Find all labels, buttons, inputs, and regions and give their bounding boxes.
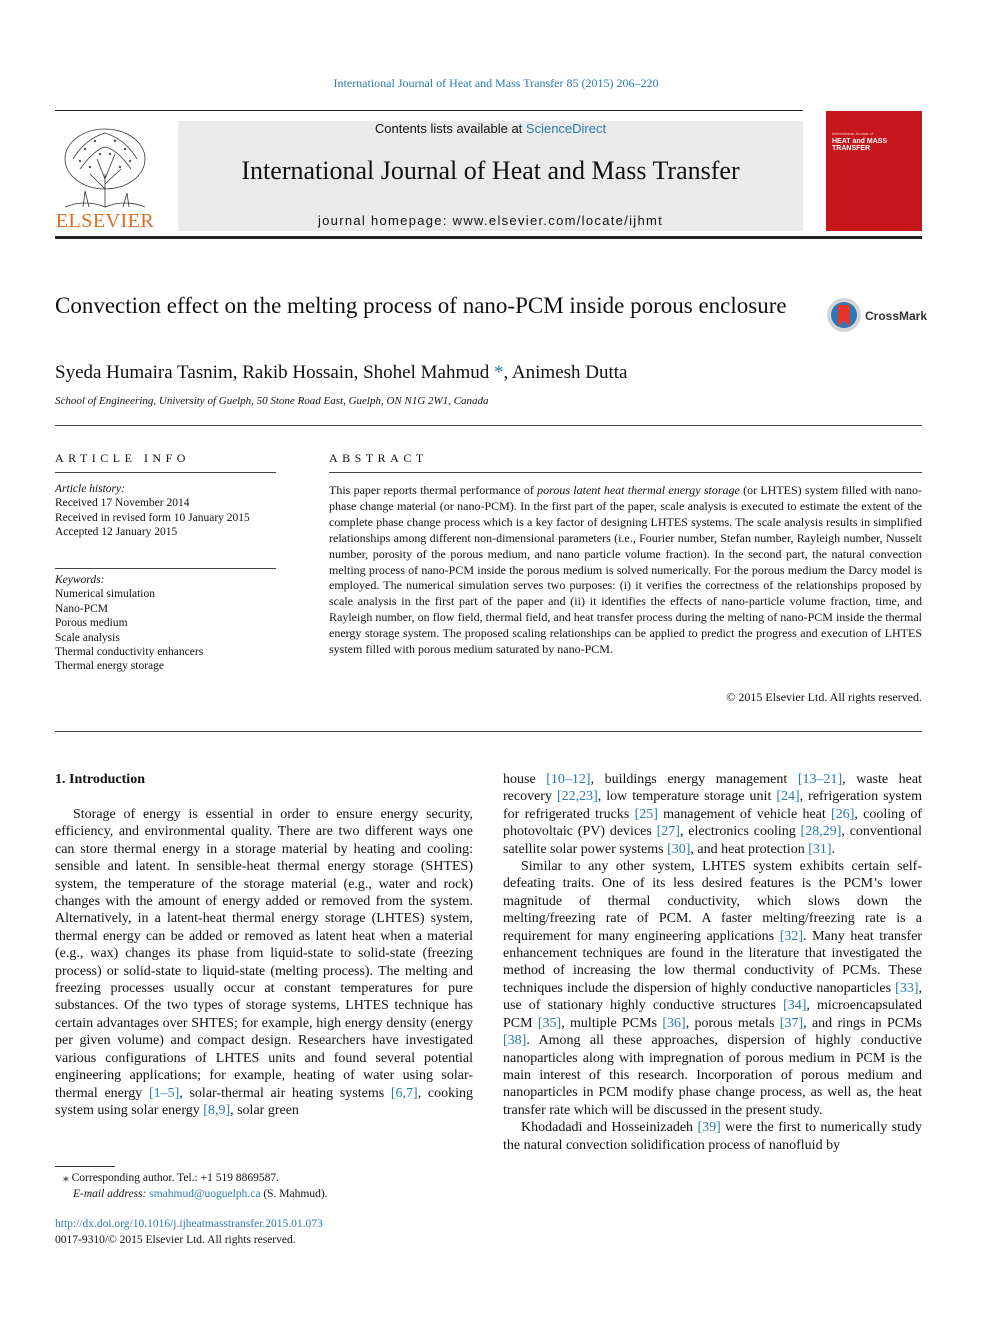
abstract-text <box>329 483 922 658</box>
citation-link[interactable]: [37] <box>779 1015 804 1031</box>
section-rule <box>55 425 922 426</box>
citation-link[interactable]: [34] <box>783 998 807 1014</box>
body-text: , solar-thermal air heating systems <box>179 1085 391 1101</box>
abstract-rule <box>329 472 922 473</box>
journal-homepage <box>178 213 803 228</box>
citation-link[interactable]: [22,23] <box>556 789 598 805</box>
citation-link[interactable]: [32] <box>779 928 804 944</box>
footnote-mark: ⁎ <box>63 1172 69 1184</box>
affiliation: School of Engineering, University of Guelph, 50 Stone Road East, Guelph, ON N1G 2W1, Canada <box>55 395 489 407</box>
citation-link[interactable]: [36] <box>662 1015 686 1031</box>
corresponding-text: Corresponding author. Tel.: +1 519 8869587. <box>68 1172 279 1184</box>
body-text: , electronics cooling <box>679 824 801 840</box>
corresponding-note <box>55 1170 475 1186</box>
keywords-block <box>55 573 285 674</box>
body-text: Similar to any other system, LHTES system exhibits certain self-defeating traits. One of its less desired features is the PCM’s lower magnitude of thermal conductivity, which slows down the melting/freezing rate of PCM. A faster melting/freezing rate is a requirement for many engineering applications <box>503 859 922 944</box>
citation-link[interactable]: [28,29] <box>800 824 842 840</box>
intro-heading: 1. Introduction <box>55 772 145 787</box>
abstract-copyright: © 2015 Elsevier Ltd. All rights reserved. <box>726 690 922 704</box>
keyword-item: Thermal energy storage <box>55 660 164 673</box>
header-top-rule <box>55 110 803 111</box>
body-text: , low temperature storage unit <box>597 789 777 805</box>
journal-title: International Journal of Heat and Mass Transfer <box>241 156 740 185</box>
keywords-label: Keywords: <box>55 574 105 586</box>
citation-link[interactable]: [35] <box>537 1015 562 1031</box>
citation-link[interactable]: [24] <box>776 789 800 805</box>
email-note <box>55 1186 475 1202</box>
journal-cover-thumbnail[interactable] <box>826 111 922 231</box>
keyword-item: Thermal conductivity enhancers <box>55 646 204 659</box>
sciencedirect-link[interactable]: ScienceDirect <box>525 121 607 136</box>
body-text: , use of stationary highly conductive structures <box>503 980 922 1014</box>
email-link[interactable]: smahmud@uoguelph.ca <box>149 1188 261 1200</box>
section-rule <box>55 731 922 732</box>
body-text: , conventional satellite solar power systems <box>503 824 923 857</box>
homepage-prefix: journal homepage: <box>317 213 453 228</box>
body-text: . Among all these approaches, dispersion of highly conductive nanoparticles along with impregnation of porous medium in PCM is the main interest of this research. Incorporation of porous medium and nanoparticles in PCM modify phase change process, as well as, the heat transfer rate which will be discussed in the present study. <box>503 1033 922 1118</box>
body-text: Khodadadi and Hosseinizadeh <box>521 1120 698 1136</box>
authors-last: , Animesh Dutta <box>503 362 628 383</box>
footnote-rule <box>55 1166 115 1167</box>
body-text: , porous metals <box>685 1015 780 1031</box>
contents-line <box>178 121 803 136</box>
citation-link[interactable]: [38] <box>503 1033 527 1049</box>
body-text: , and heat protection <box>690 841 809 857</box>
intro-paragraph <box>503 858 922 1119</box>
email-label: E-mail address: <box>73 1188 150 1200</box>
body-text: Storage of energy is essential in order to ensure energy security, efficiency, and environmental quality. There are two different ways one can store thermal energy in a storage material by heating and cooling: sensible and latent. In sensible-heat thermal energy storage (SHTES) system, the temperature of the storage material (e.g., water and rock) changes with the amount of energy added or removed from the system. Alternatively, in a latent-heat thermal energy storage (LHTES) system, thermal energy can be added or removed as latent heat when a material (e.g., wax) changes its phase from liquid-state to solid-state (freezing process) or solid-state to liquid-state (melting process). The melting and freezing processes usually occur at constant temperatures for pure substances. Of the two types of storage systems, LHTES technique has certain advantages over SHTES; for example, high energy density (energy per given volume) and compact design. Researchers have investigated various configurations of LHTES units and found several potential engineering applications; for example, heating of water using solar-thermal energy <box>55 807 473 1101</box>
doi-link[interactable]: http://dx.doi.org/10.1016/j.ijheatmasstransfer.2015.01.073 <box>55 1218 323 1230</box>
intro-paragraph <box>55 806 473 1119</box>
journal-citation[interactable]: International Journal of Heat and Mass Transfer 85 (2015) 206–220 <box>333 76 659 90</box>
abstract-emphasis: porous latent heat thermal energy storage <box>537 483 740 497</box>
body-text: , cooking system using solar energy <box>55 1085 473 1118</box>
body-text: , cooling of photovoltaic (PV) devices <box>503 806 922 840</box>
keyword-item: Scale analysis <box>55 631 120 644</box>
citation-link[interactable]: [39] <box>697 1120 721 1136</box>
article-title: Convection effect on the melting process of nano-PCM inside porous enclosure <box>55 293 787 318</box>
body-text: house <box>503 772 547 787</box>
crossmark-label[interactable]: CrossMark <box>865 309 928 323</box>
citation-link[interactable]: [8,9] <box>203 1102 231 1118</box>
citation-link[interactable]: [25] <box>634 806 658 822</box>
intro-right-column <box>503 771 922 1154</box>
authors-main: Syeda Humaira Tasnim, Rakib Hossain, Shohel Mahmud <box>55 362 490 383</box>
citation-link[interactable]: [31] <box>808 841 832 857</box>
keyword-item: Nano-PCM <box>55 602 109 615</box>
body-text: . Many heat transfer enhancement techniques are found in the literature that investigated the method of increasing the low thermal conductivity of PCMs. These techniques include the dispersion of highly conductive nanoparticles <box>503 928 923 996</box>
header-bottom-rule <box>55 236 922 239</box>
citation-link[interactable]: [30] <box>667 841 691 857</box>
author-list <box>55 362 628 384</box>
email-suffix: (S. Mahmud). <box>260 1188 328 1200</box>
citation-link[interactable]: [27] <box>656 824 680 840</box>
abstract-part: (or LHTES) system filled with nano-phase change material (or nano-PCM). In the first part of the paper, scale analysis is executed to estimate the extent of the complete phase change process which is a key factor of designing LHTES systems. The scale analysis results in simplified relationships among different non-dimensional parameters (i.e., Fourier number, Stefan number, Rayleigh number, Nusselt number, porosity of the porous medium, and nano particle volume fraction). In the second part, the natural convection melting process of nano-PCM inside the porous medium is solved numerically. For the porous medium the Darcy model is employed. The numerical simulation serves two purposes: (i) it verifies the correctness of the relationships proposed by scale analysis in the first part of the paper and (ii) it identifies the effects of nano-particle volume fraction, time, and Rayleigh number, on flow field, thermal field, and heat transfer process during the melting of nano-PCM inside the thermal energy storage system. The proposed scaling relationships can be applied to predict the progress and execution of LHTES system filled with porous medium saturated by nano-PCM. <box>329 483 922 657</box>
footnote <box>55 1170 475 1202</box>
cover-title: HEAT and MASS TRANSFER <box>832 138 888 152</box>
elsevier-wordmark: ELSEVIER <box>55 210 155 232</box>
article-info-rule <box>55 472 276 473</box>
keyword-item: Porous medium <box>55 617 128 630</box>
body-text: , and rings in PCMs <box>803 1015 923 1031</box>
article-history <box>55 482 285 540</box>
cover-subtitle: International Journal of <box>832 131 873 136</box>
citation-link[interactable]: [6,7] <box>390 1085 418 1101</box>
revised-date: Received in revised form 10 January 2015 <box>55 511 250 524</box>
abstract-part: This paper reports thermal performance of <box>329 483 538 497</box>
body-text: , buildings energy management <box>590 772 798 787</box>
citation-link[interactable]: [33] <box>895 980 919 996</box>
history-label: Article history: <box>55 483 125 495</box>
intro-paragraph <box>503 1119 922 1154</box>
keyword-item: Numerical simulation <box>55 588 155 601</box>
body-text: , solar green <box>230 1102 299 1118</box>
body-text: , microencapsulated PCM <box>503 998 922 1031</box>
accepted-date: Accepted 12 January 2015 <box>55 526 178 539</box>
body-text: were the first to numerically study the natural convection solidification process of nanofluid by <box>503 1120 922 1153</box>
corresponding-author-mark[interactable]: * <box>489 362 504 383</box>
issn-line: 0017-9310/© 2015 Elsevier Ltd. All rights reserved. <box>55 1234 296 1246</box>
citation-link[interactable]: [26] <box>831 806 855 822</box>
contents-prefix: Contents lists available at <box>374 121 526 136</box>
body-text: management of vehicle heat <box>657 806 832 822</box>
doi-block <box>55 1216 475 1248</box>
received-date: Received 17 November 2014 <box>55 497 190 510</box>
citation-link[interactable]: [10–12] <box>546 772 591 787</box>
citation-link[interactable]: [13–21] <box>797 772 843 787</box>
citation-link[interactable]: [1–5] <box>148 1085 180 1101</box>
abstract-heading: ABSTRACT <box>329 451 428 465</box>
body-text: , multiple PCMs <box>561 1015 663 1031</box>
crossmark-icon[interactable] <box>826 297 862 333</box>
homepage-url[interactable]: www.elsevier.com/locate/ijhmt <box>452 213 664 228</box>
body-text: , refrigeration system for refrigerated trucks <box>503 789 922 822</box>
article-info-heading: ARTICLE INFO <box>55 451 190 465</box>
body-text: . <box>831 841 836 857</box>
intro-paragraph <box>503 771 922 858</box>
body-text: , waste heat recovery <box>503 772 922 805</box>
intro-left-column <box>55 806 473 1119</box>
keywords-rule <box>55 568 276 569</box>
